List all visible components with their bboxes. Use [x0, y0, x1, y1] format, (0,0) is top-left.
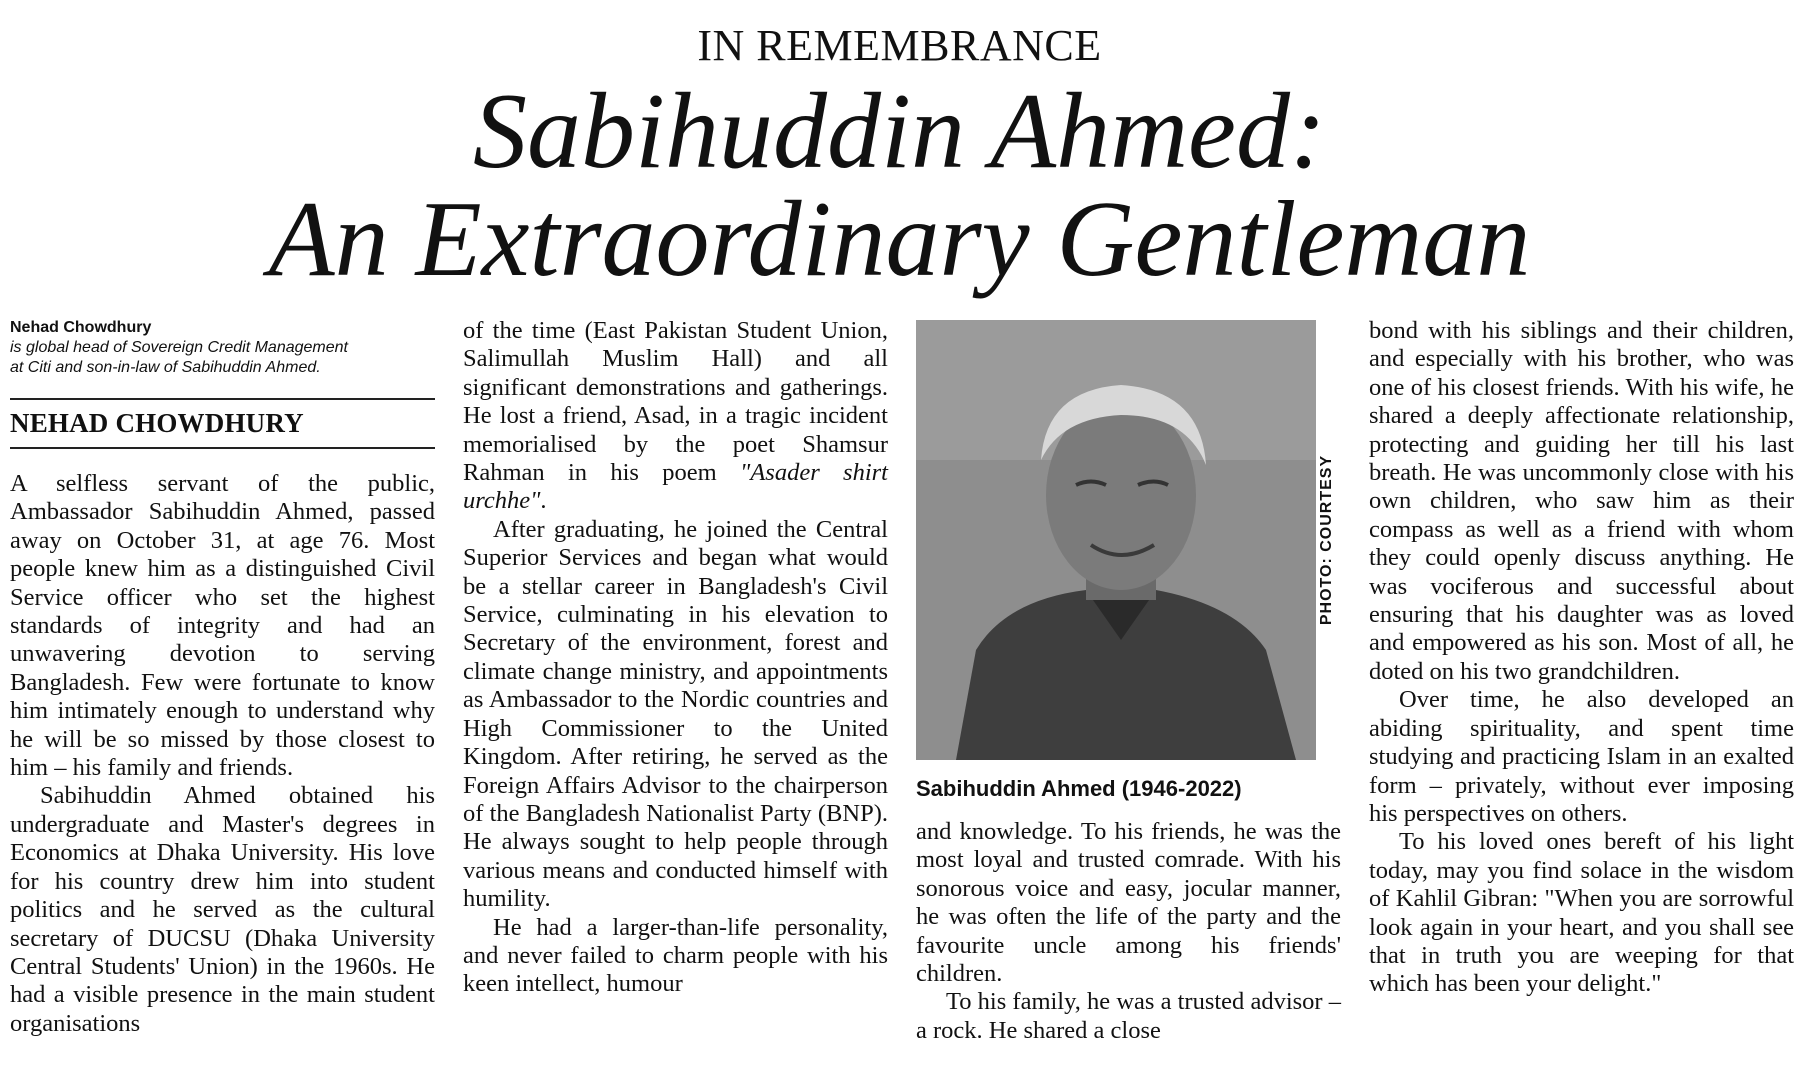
author-bio-line-1: is global head of Sovereign Credit Management: [10, 339, 348, 356]
author-bio: [10, 318, 435, 378]
paragraph: bond with his siblings and their children, and especially with his brother, who was one of his closest friends. With his wife, he shared a deeply affectionate relationship, protecting and guiding her till his last breath. He was uncommonly close with his own children, who saw him as their compass as well as a friend with whom they could openly discuss anything. He was vociferous and successful about ensuring that his daughter was as loved and empowered as his son. Most of all, he doted on his two grandchildren.: [1369, 317, 1794, 685]
portrait-illustration: [916, 320, 1316, 760]
article-column-2: [463, 317, 888, 999]
paragraph-text: of the time (East Pakistan Student Union, Salimullah Muslim Hall) and all significant demonstrations and gatherings. He lost a friend, Asad, in a tragic incident memorialised by the poet Shamsur Rahman in his poem: [463, 317, 888, 487]
article-column-1: [10, 470, 435, 1038]
divider-bottom: [10, 447, 435, 449]
paragraph: To his loved ones bereft of his light today, may you find solace in the wisdom of Kahlil Gibran: "When you are sorrowful look again in your heart, and you shall see that in truth you are weeping for that which has been your delight.": [1369, 828, 1794, 998]
paragraph: After graduating, he joined the Central Superior Services and began what would be a stellar career in Bangladesh's Civil Service, culminating in his elevation to Secretary of the environment, forest and climate change ministry, and appointments as Ambassador to the Nordic countries and High Commissioner to the United Kingdom. After retiring, he served as the Foreign Affairs Advisor to the chairperson of the Bangladesh Nationalist Party (BNP). He always sought to help people through various means and conducted himself with humility.: [463, 515, 888, 913]
author-byline: NEHAD CHOWDHURY: [10, 408, 304, 438]
paragraph: and knowledge. To his friends, he was the most loyal and trusted comrade. With his sonorous voice and easy, jocular manner, he was often the life of the party and the favourite uncle among his friends' children.: [916, 818, 1341, 988]
photo-caption: Sabihuddin Ahmed (1946-2022): [916, 776, 1242, 801]
paragraph: A selfless servant of the public, Ambassador Sabihuddin Ahmed, passed away on October 31, at age 76. Most people knew him as a distinguished Civil Service officer who set the highest standards of integrity and had an unwavering devotion to serving Bangladesh. Few were fortunate to know him intimately enough to understand why he will be so missed by those closest to him – his family and friends.: [10, 470, 435, 782]
kicker: IN REMEMBRANCE: [697, 21, 1102, 70]
paragraph: He had a larger-than-life personality, and never failed to charm people with his keen intellect, humour: [463, 913, 888, 998]
divider-top: [10, 398, 435, 400]
headline-line-2: An Extraordinary Gentleman: [268, 180, 1531, 299]
poem-title: "Asader shirt urchhe": [463, 459, 888, 515]
author-bio-line-2: at Citi and son-in-law of Sabihuddin Ahmed.: [10, 359, 321, 376]
paragraph: [463, 317, 888, 516]
paragraph: Over time, he also developed an abiding spirituality, and spent time studying and practicing Islam in an exalted form – privately, without ever imposing his perspectives on others.: [1369, 686, 1794, 827]
paragraph: Sabihuddin Ahmed obtained his undergraduate and Master's degrees in Economics at Dhaka University. His love for his country drew him into student politics and he served as the cultural secretary of DUCSU (Dhaka University Central Students' Union) in the 1960s. He had a visible presence in the main student organisations: [10, 782, 435, 1037]
photo-credit: [1318, 320, 1346, 760]
photo-credit-source: COURTESY: [1318, 454, 1335, 552]
photo-credit-label: PHOTO:: [1318, 557, 1335, 626]
author-bio-name: Nehad Chowdhury: [10, 319, 152, 336]
portrait-photo: [916, 320, 1316, 760]
article-column-4: [1369, 317, 1794, 999]
paragraph-text: .: [540, 487, 547, 515]
headline-line-1: Sabihuddin Ahmed:: [473, 72, 1326, 191]
article-column-3: [916, 818, 1341, 1045]
paragraph: To his family, he was a trusted advisor – a rock. He shared a close: [916, 988, 1341, 1044]
